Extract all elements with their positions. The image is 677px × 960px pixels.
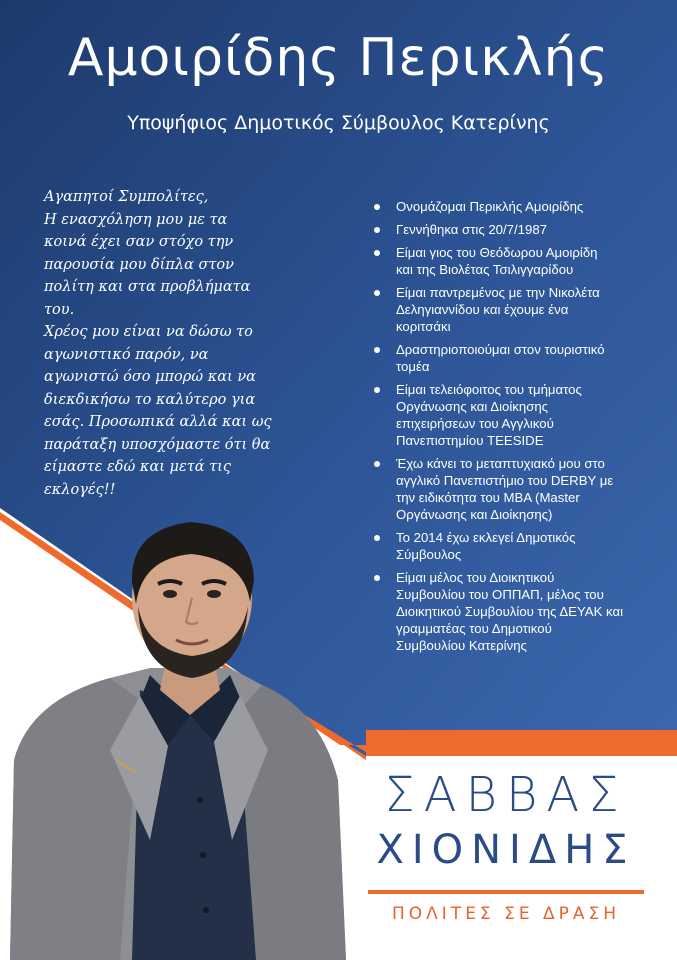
bio-line: Είμαι μέλος του Διοικητικού (396, 570, 555, 585)
bio-line: επιχειρήσεων του Αγγλικού (396, 416, 554, 431)
letter-line: παράταξη υποσχόμαστε ότι θα (44, 436, 271, 453)
party-slogan: ΠΟΛΙΤΕΣ ΣΕ ΔΡΑΣΗ (392, 904, 620, 924)
bio-item (372, 284, 662, 335)
letter-line: πολίτη και στα προβλήματα (44, 279, 251, 295)
bio-line: και της Βιολέτας Τσιλιγγαρίδου (396, 262, 574, 277)
bio-item (372, 569, 662, 654)
bio-line: Διοικητικού Συμβουλίου της ΔΕΥΑΚ και (396, 604, 624, 619)
bio-line: Είμαι τελειόφοιτος του τμήματος (396, 382, 582, 397)
letter-line: Η ενασχόληση μου με τα (44, 211, 228, 228)
bio-line: Το 2014 έχω εκλεγεί Δημοτικός (396, 530, 576, 545)
bullet-icon (374, 227, 380, 233)
party-logo (368, 767, 644, 874)
bio-item (372, 221, 662, 238)
letter-line: Χρέος μου είναι να δώσω το (44, 324, 253, 340)
bullet-icon (374, 250, 380, 256)
letter-line: αγωνιστικό παρόν, να (44, 346, 209, 363)
bio-line: Οργάνωσης και Διοίκησης (396, 399, 549, 414)
bio-list (372, 198, 662, 660)
bio-line: Είμαι παντρεμένος με την Νικολέτα (396, 285, 600, 300)
bio-line: Δεληγιαννίδου και έχουμε ένα (396, 302, 569, 317)
bio-line: τομέα (396, 359, 430, 374)
greeting-letter (44, 186, 334, 501)
bio-line: Είμαι γιος του Θεόδωρου Αμοιρίδη (396, 245, 598, 260)
letter-line: εκλογές!! (44, 481, 116, 498)
letter-line: κοινά έχει σαν στόχο την (44, 234, 234, 250)
bio-item (372, 455, 662, 523)
bio-line: Δραστηριοποιούμαι στον τουριστικό (396, 342, 605, 357)
page-title: Αμοιρίδης Περικλής (67, 28, 610, 88)
bio-line: Έχω κάνει το μεταπτυχιακό μου στο (396, 456, 605, 471)
bio-item (372, 529, 662, 563)
bio-line: Σύμβουλος (396, 547, 462, 562)
bullet-icon (374, 204, 380, 210)
bio-line: Συμβουλίου του ΟΠΠΑΠ, μέλος του (396, 587, 604, 602)
bio-line: γραμματέας του Δημοτικού (396, 621, 552, 636)
bio-line: Συμβουλίου Κατερίνης (396, 638, 527, 653)
party-name-line1: ΣΑΒΒΑΣ (384, 767, 628, 823)
letter-line: Αγαπητοί Συμπολίτες, (44, 189, 209, 205)
letter-line: διεκδικήσω το καλύτερο για (44, 391, 256, 408)
bio-item (372, 244, 662, 278)
letter-line: του. (44, 301, 75, 318)
bio-item (372, 341, 662, 375)
bullet-icon (374, 387, 380, 393)
page-subtitle: Υποψήφιος Δημοτικός Σύμβουλος Κατερίνης (127, 112, 550, 134)
bullet-icon (374, 535, 380, 541)
bio-line: την ειδικότητα του MBA (Master (396, 490, 580, 505)
bullet-icon (374, 290, 380, 296)
letter-line: αγωνιστώ όσο μπορώ και να (44, 369, 256, 385)
letter-line: είμαστε εδώ και μετά τις (44, 459, 231, 475)
bio-line: Ονομάζομαι Περικλής Αμοιρίδης (396, 199, 584, 214)
bio-line: κοριτσάκι (396, 319, 451, 334)
bio-line: Πανεπιστημίου TEESIDE (396, 433, 544, 448)
bullet-icon (374, 347, 380, 353)
bio-item (372, 198, 662, 215)
letter-line: παρουσία μου δίπλα στον (44, 256, 234, 273)
bio-line: Οργάνωσης και Διοίκησης) (396, 507, 553, 522)
bio-item (372, 381, 662, 449)
bio-line: αγγλικό Πανεπιστήμιο του DERBY με (396, 473, 614, 488)
bio-line: Γεννήθηκα στις 20/7/1987 (396, 222, 548, 237)
candidate-portrait (0, 510, 360, 960)
bullet-icon (374, 461, 380, 467)
letter-line: εσάς. Προσωπικά αλλά και ως (44, 414, 272, 430)
bullet-icon (374, 575, 380, 581)
brand-divider (368, 890, 644, 894)
party-name-line2: ΧΙΟΝΙΔΗΣ (376, 827, 636, 873)
